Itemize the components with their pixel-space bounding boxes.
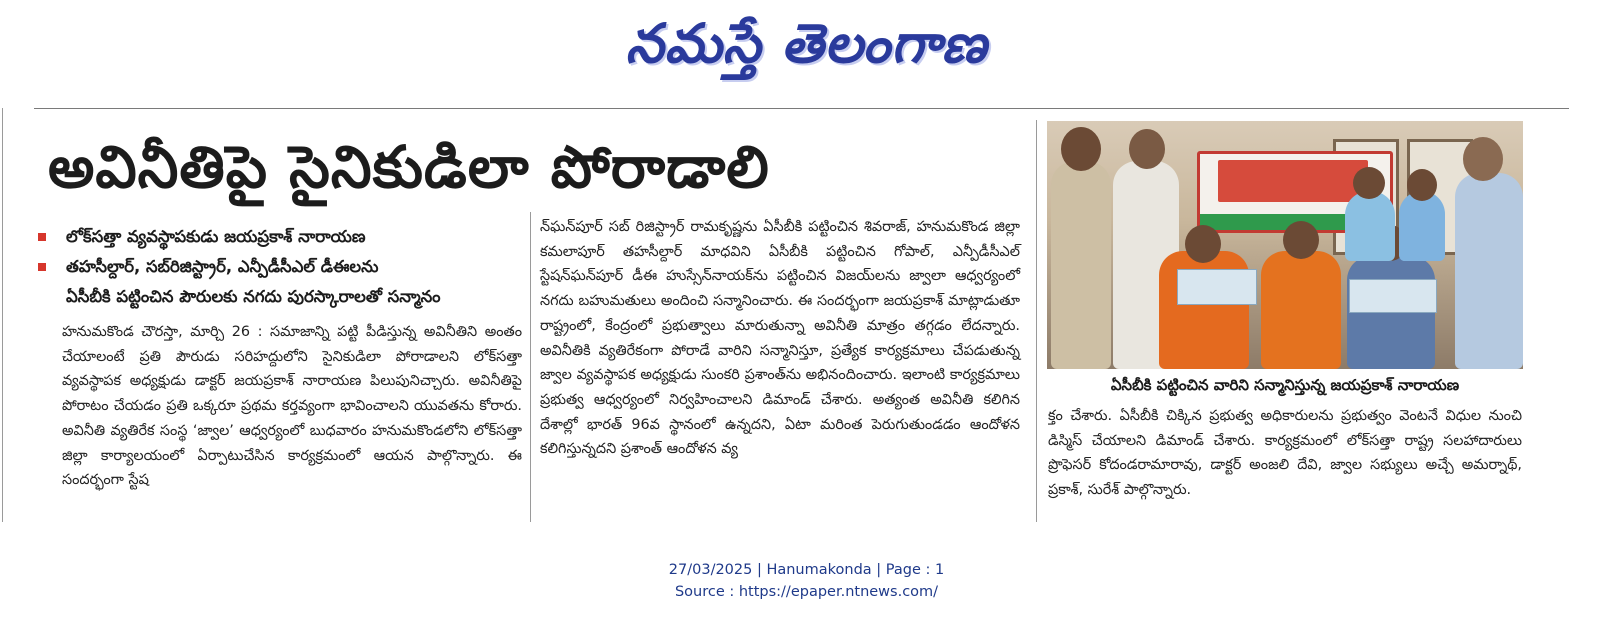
photo-person (1455, 173, 1523, 369)
bullet-text: ఏసీబీకి పట్టించిన పౌరులకు నగదు పురస్కారాలతో సన్మానం (66, 287, 441, 306)
article-headline: అవినీతిపై సైనికుడిలా పోరాడాలి (48, 133, 770, 201)
article-bullets (38, 222, 538, 312)
bullet-square-icon (38, 233, 46, 241)
article-column-2 (540, 215, 1020, 462)
bullet-square-icon (38, 263, 46, 271)
column-text: హనుమకొండ చౌరస్తా, మార్చి 26 : సమాజాన్ని పట్టి పీడిస్తున్న అవినీతిని అంతం చేయాలంటే ప్రతి పౌరుడు సరిహద్దులోని సైనికుడిలా పోరాడాలని లోక్‌సత్తా వ్యవస్థాపక అధ్యక్షుడు డాక్టర్ జయప్రకాశ్ నారాయణ పిలుపునిచ్చారు. అవినీతిపై పోరాటం చేయడం ప్రతి ఒక్కరూ ప్రథమ కర్తవ్యంగా భావించాలని యువతను కోరారు. అవినీతి వ్యతిరేక సంస్థ ‘జ్వాల’ ఆధ్వర్యంలో బుధవారం హనుమకొండలోని లోక్‌సత్తా జిల్లా కార్యాలయంలో ఏర్పాటుచేసిన కార్యక్రమంలో ఆయన పాల్గొన్నారు. ఈ సందర్భంగా స్టేష (62, 324, 522, 489)
bullet-text: లోక్‌సత్తా వ్యవస్థాపకుడు జయప్రకాశ్ నారాయణ (66, 227, 366, 246)
column-divider (1036, 120, 1037, 522)
newspaper-logo: నమస్తే తెలంగాణ (625, 11, 988, 75)
footer-source-line: Source : https://epaper.ntnews.com/ (674, 584, 939, 600)
masthead-rule (34, 108, 1569, 109)
cheque-board (1177, 269, 1257, 305)
photo-person (1051, 161, 1111, 369)
photo-person (1345, 191, 1395, 261)
bullet-point (38, 252, 538, 282)
photo-caption: ఏసీబీకి పట్టించిన వారిని సన్మానిస్తున్న జయప్రకాశ్ నారాయణ (1110, 376, 1460, 394)
bullet-point (38, 222, 538, 252)
column-text: క్తం చేశారు. ఏసీబీకి చిక్కిన ప్రభుత్వ అధికారులను ప్రభుత్వం వెంటనే విధుల నుంచి డిస్మిస్ చేయాలని డిమాండ్ చేశారు. కార్యక్రమంలో లోక్‌సత్తా రాష్ట్ర సలహాదారులు ప్రొఫెసర్ కోదండరామారావు, డాక్టర్ అంజలి దేవి, జ్వాల సభ్యులు అచ్చే అమర్నాథ్, ప్రకాశ్, సురేశ్ పాల్గొన్నారు. (1048, 408, 1522, 499)
article-column-3 (1048, 404, 1522, 503)
news-photo (1047, 121, 1523, 369)
footer-date-line: 27/03/2025 | Hanumakonda | Page : 1 (668, 562, 945, 578)
photo-person (1399, 191, 1445, 261)
column-text: న్‌ఘన్‌పూర్ సబ్ రిజిస్ట్రార్ రామకృష్ణను ఏసీబీకి పట్టించిన శివరాజ్, హనుమకొండ జిల్లా కమలాపూర్ తహసీల్దార్ మాధవిని ఏసీబీకి పట్టించిన గోపాల్, ఎన్పీడీసీఎల్ స్టేషన్‌ఘన్‌పూర్ డీఈ హుస్సేన్‌నాయక్‌ను పట్టించిన విజయ్‌లను జ్వాలా ఆధ్వర్యంలో నగదు బహుమతులు అందించి సన్మానించారు. ఈ సందర్భంగా జయప్రకాశ్ మాట్లాడుతూ రాష్ట్రంలో, కేంద్రంలో ప్రభుత్వాలు మారుతున్నా అవినీతి మాత్రం తగ్గడం లేదన్నారు. అవినీతికి వ్యతిరేకంగా పోరాడే వారిని సన్మానిస్తూ, ప్రత్యేక కార్యక్రమాలు చేపడుతున్న జ్వాల వ్యవస్థాపక అధ్యక్షుడు సుంకరి ప్రశాంత్‌ను అభినందించారు. ఇలాంటి కార్యక్రమాలు ప్రభుత్వ ఆధ్వర్యంలో నిర్వహించాలని డిమాండ్ చేశారు. అత్యంత అవినీతి కలిగిన దేశాల్లో భారత్ 96వ స్థానంలో ఉన్నదని, ఏటా మరింత పెరుగుతుండడం ఆందోళన కలిగిస్తున్నదని ప్రశాంత్ ఆందోళన వ్య (540, 219, 1020, 458)
masthead (0, 0, 1613, 100)
page-edge-line (2, 108, 3, 522)
bullet-continuation (38, 282, 538, 312)
photo-person (1261, 251, 1341, 369)
bullet-text: తహసీల్దార్, సబ్‌రిజిస్ట్రార్, ఎన్పీడీసీఎల్ డీఈలను (66, 257, 379, 276)
cheque-board (1349, 279, 1437, 313)
column-divider (530, 212, 531, 522)
article-column-1 (62, 320, 522, 493)
